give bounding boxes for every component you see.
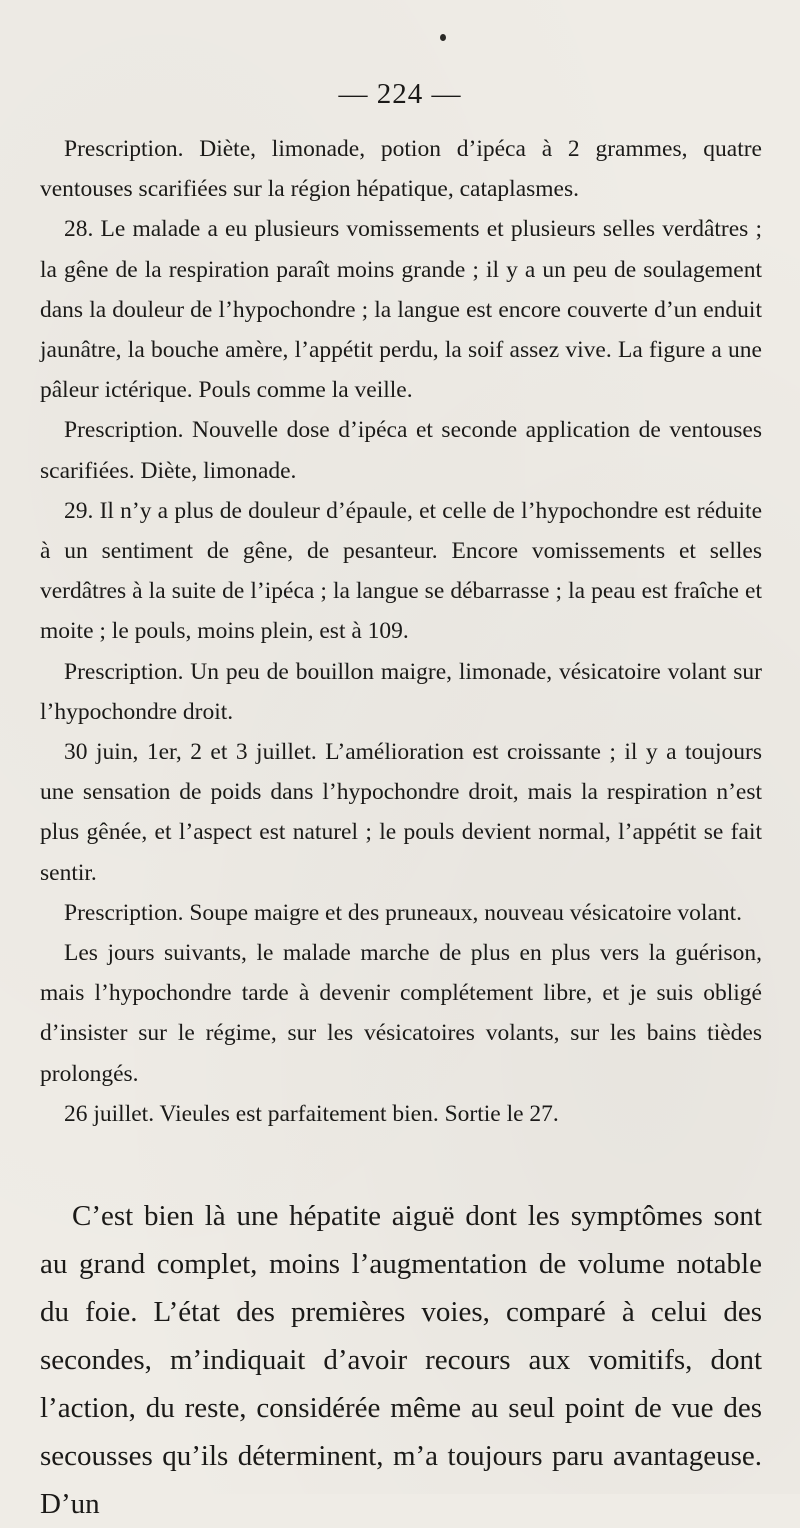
case-notes bbox=[40, 129, 762, 1134]
paragraph-day-30: 30 juin, 1er, 2 et 3 juillet. L’amélioration est croissante ; il y a toujours une sensation de poids dans l’hypochondre droit, mais la respiration n’est plus gênée, et l’aspect est naturel ; le pouls devient normal, l’appétit se fait sentir. bbox=[40, 739, 762, 886]
paragraph-prescription-4: Prescription. Soupe maigre et des pruneaux, nouveau vésicatoire volant. bbox=[64, 899, 743, 926]
page-number: — 224 — bbox=[338, 78, 462, 110]
commentary-paragraph: C’est bien là une hépatite aiguë dont les symptômes sont au grand complet, moins l’augmentation de volume notable du foie. L’état des premières voies, comparé à celui des secondes, m’indiquait d’avoir recours aux vomitifs, dont l’action, du reste, considérée même au seul point de vue des secousses qu’ils déterminent, m’a toujours paru avantageuse. D’un bbox=[40, 1200, 762, 1520]
paragraph-prescription-3: Prescription. Un peu de bouillon maigre, limonade, vésicatoire volant sur l’hypochondre droit. bbox=[40, 658, 762, 725]
paragraph-day-28: 28. Le malade a eu plusieurs vomissements et plusieurs selles verdâtres ; la gêne de la respiration paraît moins grande ; il y a un peu de soulagement dans la douleur de l’hypochondre ; la langue est encore couverte d’un enduit jaunâtre, la bouche amère, l’appétit perdu, la soif assez vive. La figure a une pâleur ictérique. Pouls comme la veille. bbox=[40, 216, 762, 404]
paragraph-day-29: 29. Il n’y a plus de douleur d’épaule, et celle de l’hypochondre est réduite à un sentiment de gêne, de pesanteur. Encore vomissements et selles verdâtres à la suite de l’ipéca ; la langue se débarrasse ; la peau est fraîche et moite ; le pouls, moins plein, est à 109. bbox=[40, 497, 762, 645]
paragraph-following-days: Les jours suivants, le malade marche de plus en plus vers la guérison, mais l’hypochondre tarde à devenir complétement libre, et je suis obligé d’insister sur le régime, sur les vésicatoires volants, sur les bains tièdes prolongés. bbox=[40, 940, 762, 1087]
commentary bbox=[40, 1192, 762, 1528]
ink-speck bbox=[440, 34, 446, 41]
paragraph-prescription-1: Prescription. Diète, limonade, potion d’ipéca à 2 grammes, quatre ventouses scarifiées sur la région hépatique, cataplasmes. bbox=[40, 136, 762, 203]
paragraph-prescription-2: Prescription. Nouvelle dose d’ipéca et seconde application de ventouses scarifiées. Diète, limonade. bbox=[40, 417, 762, 484]
paragraph-discharge: 26 juillet. Vieules est parfaitement bien. Sortie le 27. bbox=[64, 1100, 559, 1127]
